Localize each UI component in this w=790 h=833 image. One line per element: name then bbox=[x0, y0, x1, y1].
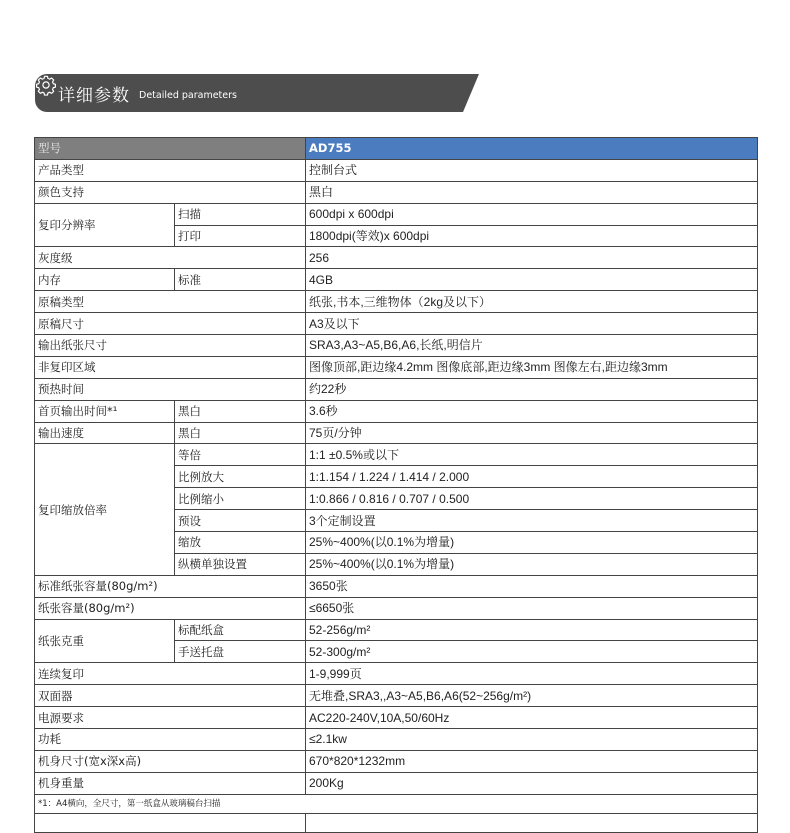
row-label: 预热时间 bbox=[35, 378, 306, 400]
table-row bbox=[35, 707, 758, 729]
table-row bbox=[35, 159, 758, 181]
row-value: SRA3,A3~A5,B6,A6,长纸,明信片 bbox=[306, 335, 758, 357]
row-value: 纸张,书本,三维物体（2kg及以下） bbox=[306, 291, 758, 313]
row-label: 标准纸张容量(80g/m²) bbox=[35, 575, 306, 597]
table-row bbox=[35, 575, 758, 597]
row-sublabel: 黑白 bbox=[175, 422, 306, 444]
row-sublabel: 手送托盘 bbox=[175, 641, 306, 663]
row-label: 机身尺寸(宽x深x高) bbox=[35, 750, 306, 772]
table-row bbox=[35, 422, 758, 444]
row-label: 双面器 bbox=[35, 685, 306, 707]
row-sublabel: 标准 bbox=[175, 269, 306, 291]
row-sublabel: 预设 bbox=[175, 510, 306, 532]
table-row bbox=[35, 378, 758, 400]
row-value: 黑白 bbox=[306, 181, 758, 203]
row-value: A3及以下 bbox=[306, 313, 758, 335]
table-row bbox=[35, 400, 758, 422]
row-value: 25%~400%(以0.1%为增量) bbox=[306, 532, 758, 554]
row-label: 输出速度 bbox=[35, 422, 175, 444]
row-value: 670*820*1232mm bbox=[306, 750, 758, 772]
row-sublabel: 黑白 bbox=[175, 400, 306, 422]
row-value: 75页/分钟 bbox=[306, 422, 758, 444]
row-label: 功耗 bbox=[35, 729, 306, 751]
table-row bbox=[35, 619, 758, 641]
footnote: *1：A4横向，全尺寸，第一纸盒从玻璃稿台扫描 bbox=[35, 794, 758, 813]
table-row bbox=[35, 181, 758, 203]
row-value: 52-300g/m² bbox=[306, 641, 758, 663]
gear-icon bbox=[35, 74, 57, 96]
banner-title: 详细参数 bbox=[58, 86, 130, 106]
model-label: 型号 bbox=[35, 138, 306, 160]
table-header-row bbox=[35, 138, 758, 160]
row-label: 产品类型 bbox=[35, 159, 306, 181]
section-banner bbox=[35, 74, 479, 112]
blank-row bbox=[35, 813, 758, 832]
table-row bbox=[35, 663, 758, 685]
row-value: 约22秒 bbox=[306, 378, 758, 400]
footnote-row bbox=[35, 794, 758, 813]
row-label: 机身重量 bbox=[35, 772, 306, 794]
row-sublabel: 打印 bbox=[175, 225, 306, 247]
row-sublabel: 纵横单独设置 bbox=[175, 553, 306, 575]
row-value: 4GB bbox=[306, 269, 758, 291]
row-label: 输出纸张尺寸 bbox=[35, 335, 306, 357]
row-value: 52-256g/m² bbox=[306, 619, 758, 641]
row-value: 200Kg bbox=[306, 772, 758, 794]
spec-table bbox=[34, 137, 758, 833]
row-label: 电源要求 bbox=[35, 707, 306, 729]
table-row bbox=[35, 335, 758, 357]
row-value: 25%~400%(以0.1%为增量) bbox=[306, 553, 758, 575]
row-value: AC220-240V,10A,50/60Hz bbox=[306, 707, 758, 729]
blank-cell bbox=[306, 813, 758, 832]
row-label: 颜色支持 bbox=[35, 181, 306, 203]
row-value: 控制台式 bbox=[306, 159, 758, 181]
table-row bbox=[35, 313, 758, 335]
row-value: 3个定制设置 bbox=[306, 510, 758, 532]
row-sublabel: 标配纸盒 bbox=[175, 619, 306, 641]
table-row bbox=[35, 356, 758, 378]
row-value: ≤2.1kw bbox=[306, 729, 758, 751]
table-row bbox=[35, 269, 758, 291]
row-value: 图像顶部,距边缘4.2mm 图像底部,距边缘3mm 图像左右,距边缘3mm bbox=[306, 356, 758, 378]
table-row bbox=[35, 750, 758, 772]
blank-cell bbox=[35, 813, 306, 832]
row-label: 内存 bbox=[35, 269, 175, 291]
table-row bbox=[35, 203, 758, 225]
row-value: 3.6秒 bbox=[306, 400, 758, 422]
row-label: 原稿尺寸 bbox=[35, 313, 306, 335]
row-sublabel: 缩放 bbox=[175, 532, 306, 554]
row-value: 1:1 ±0.5%或以下 bbox=[306, 444, 758, 466]
row-value: 1-9,999页 bbox=[306, 663, 758, 685]
row-label: 纸张容量(80g/m²) bbox=[35, 597, 306, 619]
row-label: 复印分辨率 bbox=[35, 203, 175, 247]
row-value: 3650张 bbox=[306, 575, 758, 597]
row-sublabel: 等倍 bbox=[175, 444, 306, 466]
table-row bbox=[35, 772, 758, 794]
row-label: 原稿类型 bbox=[35, 291, 306, 313]
row-sublabel: 比例缩小 bbox=[175, 488, 306, 510]
row-label: 非复印区域 bbox=[35, 356, 306, 378]
table-row bbox=[35, 729, 758, 751]
row-value: 600dpi x 600dpi bbox=[306, 203, 758, 225]
banner-subtitle: Detailed parameters bbox=[139, 90, 237, 101]
row-sublabel: 比例放大 bbox=[175, 466, 306, 488]
row-value: 256 bbox=[306, 247, 758, 269]
row-value: 1:1.154 / 1.224 / 1.414 / 2.000 bbox=[306, 466, 758, 488]
table-row bbox=[35, 685, 758, 707]
table-row bbox=[35, 597, 758, 619]
row-value: 无堆叠,SRA3,,A3~A5,B6,A6(52~256g/m²) bbox=[306, 685, 758, 707]
row-label: 灰度级 bbox=[35, 247, 306, 269]
table-row bbox=[35, 247, 758, 269]
row-label: 纸张克重 bbox=[35, 619, 175, 663]
model-value: AD755 bbox=[306, 138, 758, 160]
row-value: ≤6650张 bbox=[306, 597, 758, 619]
row-label: 首页输出时间*¹ bbox=[35, 400, 175, 422]
table-row bbox=[35, 444, 758, 466]
row-label: 复印缩放倍率 bbox=[35, 444, 175, 575]
row-sublabel: 扫描 bbox=[175, 203, 306, 225]
table-row bbox=[35, 291, 758, 313]
row-value: 1800dpi(等效)x 600dpi bbox=[306, 225, 758, 247]
row-label: 连续复印 bbox=[35, 663, 306, 685]
row-value: 1:0.866 / 0.816 / 0.707 / 0.500 bbox=[306, 488, 758, 510]
